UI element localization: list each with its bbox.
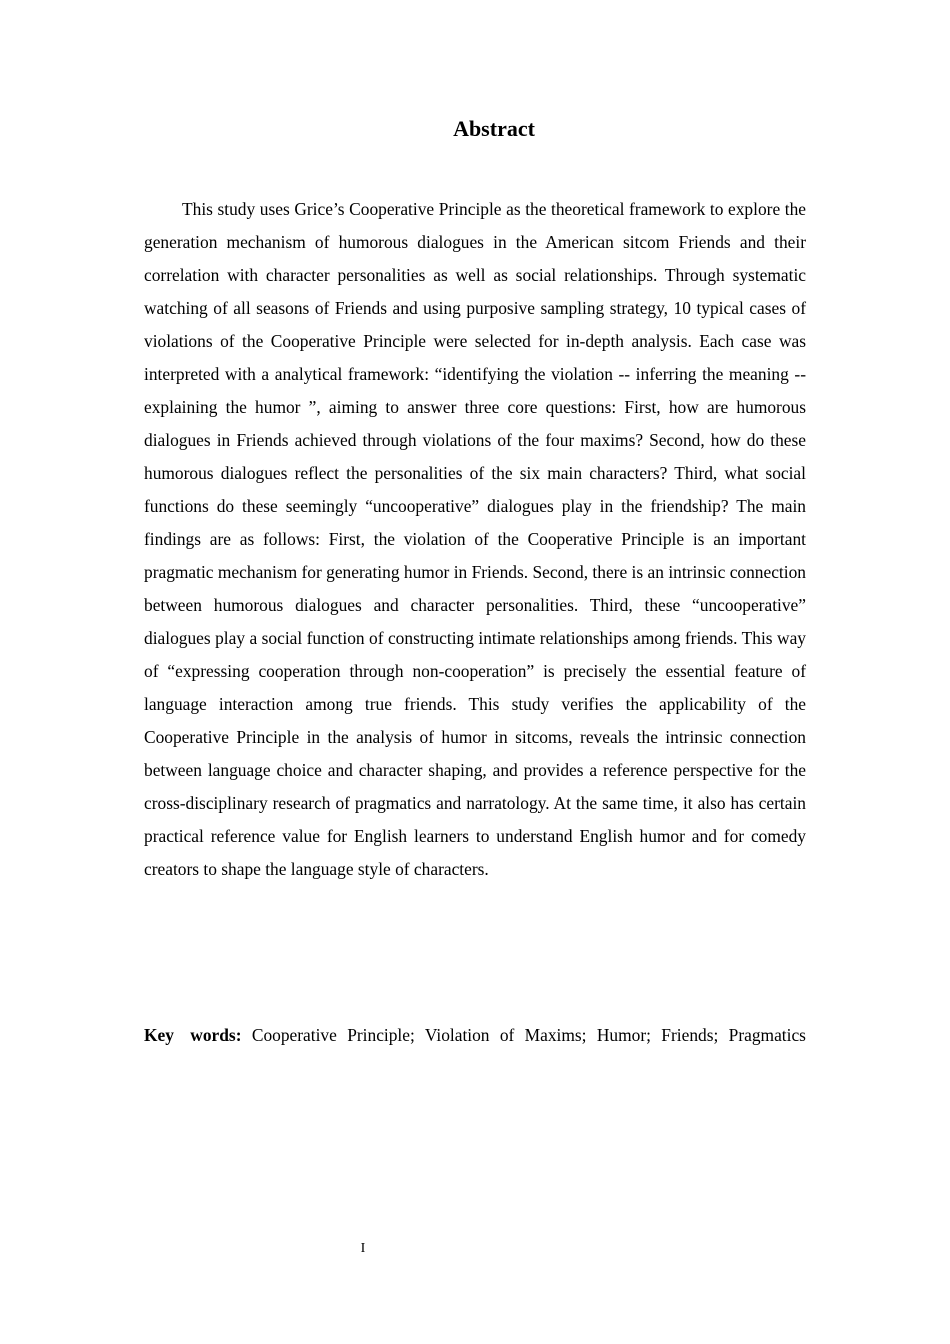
page-number: I [360,1241,366,1256]
abstract-body: This study uses Grice’s Cooperative Principle as the theoretical framework to explore the generation mechanism of humorous dialogues in the American sitcom Friends and their correlation with character personalities as well as social relationships. Through systematic watching of all seasons of Friends and using purposive sampling strategy, 10 typical cases of violations of the Cooperative Principle were selected for in-depth analysis. Each case was interpreted with a analytical framework: “identifying the violation -- inferring the meaning -- explaining the humor ”, aiming to answer three core questions: First, how are humorous dialogues in Friends achieved through violations of the four maxims? Second, how do these humorous dialogues reflect the personalities of the six main characters? Third, what social functions do these seemingly “uncooperative” dialogues play in the friendship? The main findings are as follows: First, the violation of the Cooperative Principle is an important pragmatic mechanism for generating humor in Friends. Second, there is an intrinsic connection between humorous dialogues and character personalities. Third, these “uncooperative” dialogues play a social function of constructing intimate relationships among friends. This way of “expressing cooperation through non-cooperation” is precisely the essential feature of language interaction among true friends. This study verifies the applicability of the Cooperative Principle in the analysis of humor in sitcoms, reveals the intrinsic connection between language choice and character shaping, and provides a reference perspective for the cross-disciplinary research of pragmatics and narratology. At the same time, it also has certain practical reference value for English learners to understand English humor and for comedy creators to shape the language style of characters. [144,199,806,879]
keywords-paragraph [144,1019,806,1052]
keywords-list: Cooperative Principle; Violation of Maxims; Humor; Friends; Pragmatics [251,1025,806,1045]
abstract-title: Abstract [453,116,535,141]
keywords-label: Key words: [144,1025,242,1045]
